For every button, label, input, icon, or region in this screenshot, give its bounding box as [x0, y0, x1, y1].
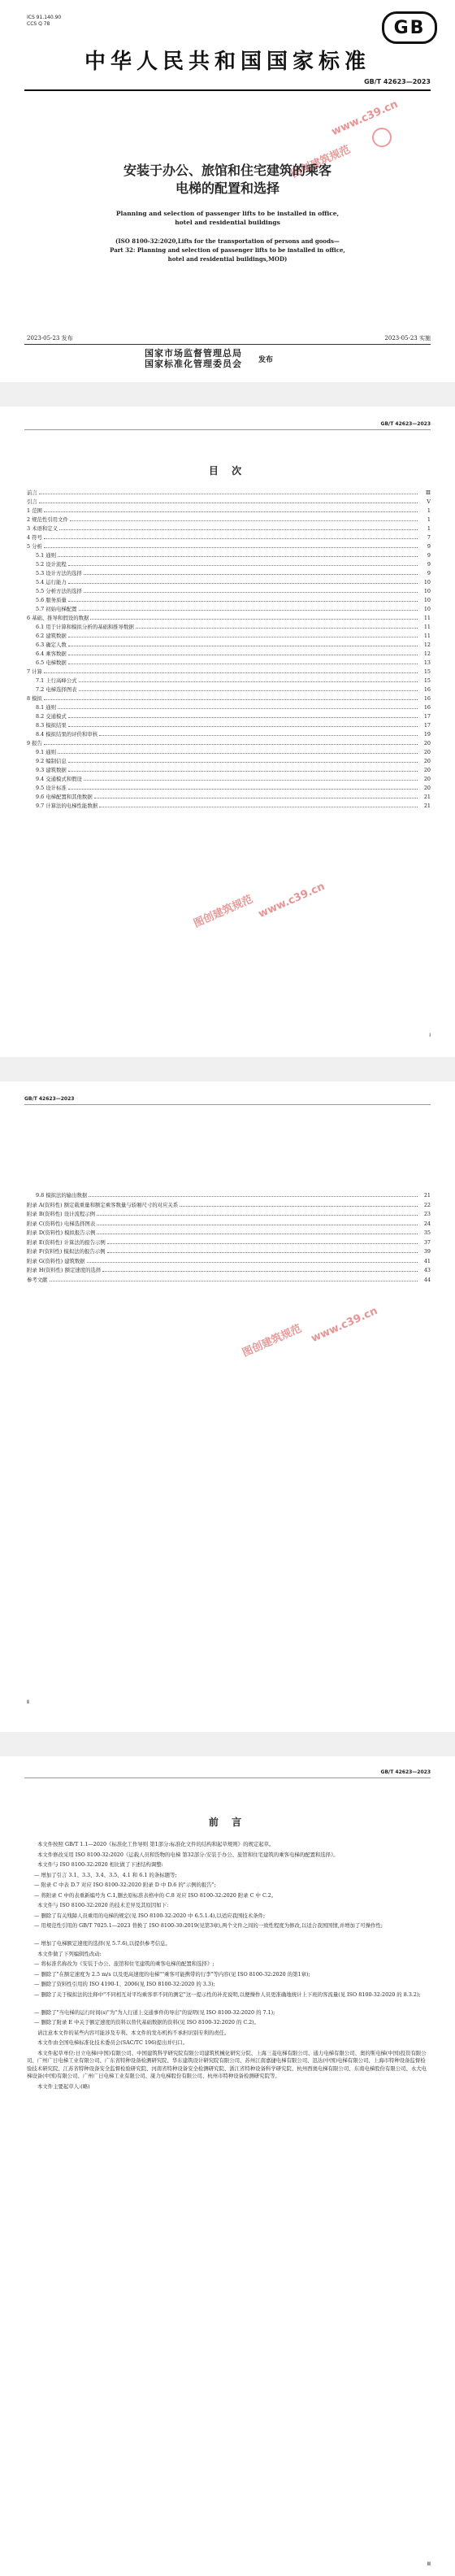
toc-leader-dots	[84, 573, 418, 575]
toc2-running-header: GB/T 42623—2023	[24, 1096, 75, 1102]
toc-leader-dots	[68, 636, 418, 637]
toc-entry[interactable]	[27, 516, 431, 523]
toc-entry-page: 19	[423, 731, 431, 738]
toc-entry[interactable]	[27, 1267, 431, 1273]
toc-entry[interactable]	[36, 713, 431, 720]
toc-entry[interactable]	[27, 507, 431, 514]
toc-leader-dots	[79, 609, 418, 611]
issue-word: 发布	[258, 356, 274, 364]
toc-entry-page: 20	[423, 785, 431, 791]
toc-page-2	[0, 1081, 455, 1732]
toc-leader-dots	[79, 681, 418, 682]
iso-line1: (ISO 8100-32:2020,Lifts for the transportation of persons and goods—	[115, 237, 340, 245]
toc-entry-label: 附录 C(资料性) 电梯选择图表	[27, 1220, 96, 1227]
toc-leader-dots	[97, 1214, 418, 1216]
toc-leader-dots	[70, 520, 418, 521]
issuer-1: 国家市场监督管理总局	[145, 348, 242, 359]
toc-entry[interactable]	[36, 552, 431, 559]
toc-entry-page: 44	[423, 1276, 431, 1283]
toc-entry[interactable]	[27, 1202, 431, 1208]
toc-entry-page: 15	[423, 677, 431, 684]
toc-entry-page: 20	[423, 749, 431, 755]
toc-entry-label: 9.4 交通模式和假设	[36, 776, 82, 782]
toc-entry-label: 前言	[27, 490, 37, 496]
toc-entry-label: 附录 F(资料性) 模拟法的报告示例	[27, 1248, 106, 1255]
toc-entry-label: 6.4 乘客数据	[36, 651, 67, 657]
toc-entry[interactable]	[36, 606, 431, 612]
foreword-list-item: — 附录 C 中表 D.7 对应 ISO 8100-32:2020 附录 D 中 D.6 的"示例的报告";	[34, 1882, 216, 1888]
page-gap	[0, 1732, 455, 1756]
toc-leader-dots	[68, 600, 418, 602]
toc-entry[interactable]	[36, 704, 431, 711]
foreword-list-item: — 将附录 C 中的表重新编号为 C.1,删去原标准表格中的 C.8 对应 ISO 8100-32:2020 附录 C 中 C.2。	[34, 1891, 277, 1899]
toc-entry-page: 1	[427, 516, 431, 523]
toc-entry-label: 8 模拟	[27, 695, 42, 702]
toc-leader-dots	[44, 743, 418, 745]
toc-entry-label: 5.3 设计方法的选择	[36, 570, 82, 577]
toc-entry-label: 6.3 确定人数	[36, 642, 67, 648]
toc-entry-page: 10	[423, 588, 431, 594]
toc-entry-label: 5.6 服务质量	[36, 597, 67, 603]
toc-leader-dots	[97, 1224, 418, 1225]
toc-entry-page: 39	[423, 1248, 431, 1255]
toc-leader-dots	[39, 493, 418, 494]
toc-entry-page: 11	[423, 624, 431, 630]
toc-entry-label: 8.3 模拟结果	[36, 722, 67, 729]
toc-leader-dots	[107, 1251, 418, 1253]
toc-entry-page: 37	[423, 1238, 431, 1246]
toc-header-rule	[24, 429, 431, 430]
toc-entry-label: 8.1 通则	[36, 704, 56, 711]
toc-entry[interactable]	[27, 1248, 431, 1255]
toc2-header-rule	[24, 1104, 431, 1105]
foreword-paragraph: 本文件主要起草人:(略)	[37, 2082, 90, 2090]
toc-entry[interactable]	[36, 588, 431, 594]
toc-entry-page: 17	[423, 722, 431, 729]
toc-entry-label: 9.3 建筑数据	[36, 767, 67, 773]
toc-entry-label: 2 规范性引用文件	[27, 516, 68, 523]
toc-entry-page: 9	[427, 552, 431, 559]
toc-entry-page: 20	[423, 767, 431, 773]
toc-entry-page: 21	[423, 1192, 431, 1199]
date-rule	[24, 344, 431, 345]
toc-entry-page: 43	[423, 1267, 431, 1273]
foreword-paragraph: 本文件修改采用 ISO 8100-32:2020《运载人员和货物的电梯 第32部分:安装于办公、旅馆和住宅建筑的乘客电梯的配置和选择》。	[37, 1851, 339, 1858]
title-en-line2: hotel and residential buildings	[175, 219, 280, 226]
title-cn-line1: 安装于办公、旅馆和住宅建筑的乘客	[123, 163, 332, 178]
foreword-paragraph: 本文件做了下列编辑性改动:	[37, 1950, 102, 1957]
toc-entry-page: 9	[427, 561, 431, 568]
page-gap	[0, 1057, 455, 1081]
toc-entry-label: 参考文献	[27, 1276, 48, 1283]
standard-header: 中华人民共和国国家标准	[84, 50, 370, 74]
toc-entry[interactable]	[36, 767, 431, 773]
toc-entry-label: 6.5 电梯数据	[36, 659, 67, 666]
toc-leader-dots	[58, 707, 418, 709]
foreword-paragraph: 本文件与 ISO 8100-32:2020 相比做了下述结构调整:	[37, 1861, 163, 1868]
toc-entry-page: 21	[423, 794, 431, 800]
toc-entry-label: 5.7 初始电梯配置	[36, 606, 77, 612]
toc-entry-label: 附录 D(资料性) 模拟报告示例	[27, 1229, 96, 1236]
foreword-paragraph: 请注意本文件的某些内容可能涉及专利。本文件的发布机构不承担识别专利的责任。	[37, 2029, 230, 2036]
toc-entry[interactable]	[27, 695, 431, 702]
foreword-list-item: — 删除了"在额定速度为 2.5 m/s 以及更高速度的电梯""乘客可能携带的行李"等内容(见 ISO 8100-32:2020 的第1章);	[34, 1970, 310, 1978]
toc-running-header: GB/T 42623—2023	[380, 421, 431, 427]
toc-leader-dots	[44, 537, 418, 539]
toc-entry-label: 附录 G(资料性) 建筑数据	[27, 1257, 85, 1264]
toc-entry-label: 6 基础、推导和假设的数据	[27, 615, 89, 621]
toc-entry-label: 5 分析	[27, 543, 42, 550]
toc-entry[interactable]	[27, 668, 431, 675]
toc-leader-dots	[68, 725, 418, 727]
toc-entry[interactable]	[27, 1229, 431, 1236]
toc-leader-dots	[58, 555, 418, 557]
toc-leader-dots	[44, 546, 418, 548]
foreword-paragraph: 本文件起草单位:日立电梯(中国)有限公司、中国建筑科学研究院有限公司建筑机械化研究分院、上海三菱电梯有限公司、通力电梯有限公司、奥的斯电梯(中国)投资有限公司、广州广日电梯工业有限公司、广东省特种设备检测研究院、华东建筑设计研究院有限公司、苏州江南嘉捷电梯有限公司、迅达(中国)电梯有限公司、上海市特种设备监督检验技术研究院、江苏省特种设备安全监督检验研究院、河南省特种设备安全检测研究院、浙江省特种设备科学研究院、杭州西奥电梯有限公司、东南电梯股份有限公司、永大电梯设备(中国)有限公司、广州广日电梯工业有限公司、康力电梯股份有限公司、杭州市特种设备检测研究院等。	[27, 2049, 427, 2079]
cover-page	[0, 0, 455, 382]
toc-entry-page: 24	[423, 1220, 431, 1227]
toc-leader-dots	[68, 582, 418, 584]
watermark-brand-toc: 图创建筑规范	[192, 893, 255, 931]
toc-entry[interactable]	[36, 561, 431, 568]
iso-line2: Part 32: Planning and selection of passenger lifts to be installed in office,	[110, 246, 345, 254]
toc-leader-dots	[99, 734, 418, 736]
toc-entry-label: 5.2 设计流程	[36, 561, 67, 568]
toc-entry-page: 1	[427, 507, 431, 514]
foreword-running-header: GB/T 42623—2023	[380, 1769, 431, 1775]
toc-entry[interactable]	[36, 633, 431, 639]
toc-entry-page: 13	[423, 659, 431, 666]
toc-entry-page: 20	[423, 758, 431, 764]
toc-entry[interactable]	[36, 570, 431, 577]
toc-leader-dots	[68, 564, 418, 566]
toc-entry[interactable]	[36, 722, 431, 729]
toc-footer-page: I	[429, 1033, 431, 1038]
toc-leader-dots	[102, 1270, 418, 1272]
toc-leader-dots	[87, 1261, 418, 1263]
toc-leader-dots	[99, 806, 418, 807]
toc-entry-label: 5.4 运行能力	[36, 579, 67, 585]
toc-entry-page: 7	[427, 534, 431, 541]
toc-entry-label: 7 计算	[27, 668, 42, 675]
toc-entry[interactable]	[27, 1239, 431, 1246]
toc-entry-page: 35	[423, 1229, 431, 1236]
toc-entry-page: 21	[423, 803, 431, 809]
toc-entry[interactable]	[36, 794, 431, 800]
toc-leader-dots	[84, 591, 418, 593]
toc-entry-page: 16	[423, 704, 431, 711]
toc-leader-dots	[180, 1205, 418, 1207]
toc-entry-label: 9.7 计算法的电梯性能数据	[36, 803, 98, 809]
toc-entry-page: 10	[423, 597, 431, 603]
toc-leader-dots	[89, 1195, 418, 1197]
toc-entry-label: 6.2 建筑数据	[36, 633, 67, 639]
foreword-list-item: — 删除了附录 E 中关于额定速度的资料以替代基础数据的资料(见 ISO 8100-32:2020 的 C.2)。	[34, 2019, 260, 2026]
toc-entry[interactable]	[36, 749, 431, 755]
ics-code: ICS 91.140.90	[27, 15, 62, 20]
toc-entry-page: Ⅴ	[427, 498, 431, 505]
toc-entry-page: 12	[423, 642, 431, 648]
foreword-list-item: — 增加了引言 3.1、3.3、3.4、3.5、4.1 和 6.1 的条标题等;	[34, 1871, 177, 1878]
toc-entry-label: 4 符号	[27, 534, 42, 541]
toc-leader-dots	[68, 761, 418, 763]
toc-entry-label: 附录 A(资料性) 额定载重量和额定乘客数量与轿厢尺寸的对应关系	[27, 1201, 179, 1208]
toc-entry-label: 9.1 通则	[36, 749, 56, 755]
toc-entry[interactable]	[36, 642, 431, 648]
toc-entry-label: 8.4 模拟结果的评价和审核	[36, 731, 98, 738]
toc-leader-dots	[68, 654, 418, 655]
toc-entry-page: 11	[423, 615, 431, 621]
toc-title: 目 次	[208, 465, 247, 476]
toc-entry-page: 41	[423, 1257, 431, 1264]
toc-entry-label: 5.1 通则	[36, 552, 56, 559]
toc-entry-label: 9 报告	[27, 740, 42, 746]
toc-entry-label: 9.6 电梯配置和其他数据	[36, 794, 93, 800]
toc-entry[interactable]	[36, 1192, 431, 1199]
toc-leader-dots	[90, 618, 418, 620]
toc-leader-dots	[107, 1242, 418, 1244]
toc-entry-page: 20	[423, 776, 431, 782]
foreword-list-item: — 用规范性引用的 GB/T 7025.1—2023 替换了 ISO 8100-30:2019(见第3章),两个文件之间的一致性程度为修改,以适合我国国情,并增加了可操作性;	[34, 1922, 384, 1929]
toc-entry-page: 15	[423, 668, 431, 675]
toc-entry-label: 附录 E(资料性) 计算法的报告示例	[27, 1238, 106, 1246]
toc-entry[interactable]	[36, 579, 431, 585]
toc-entry[interactable]	[36, 677, 431, 684]
toc-leader-dots	[50, 1280, 418, 1281]
toc-entry-page: Ⅲ	[425, 490, 431, 496]
ccs-code: CCS Q 78	[27, 21, 50, 27]
toc-entry[interactable]	[27, 534, 431, 541]
toc-entry[interactable]	[36, 776, 431, 782]
toc-leader-dots	[39, 502, 418, 503]
watermark-brand-toc2: 图创建筑规范	[240, 1322, 304, 1360]
toc-entry[interactable]	[27, 1221, 431, 1227]
toc-entry[interactable]	[27, 525, 431, 532]
toc2-footer-page: Ⅱ	[27, 1699, 29, 1705]
issuer-2: 国家标准化管理委员会	[145, 359, 242, 369]
toc-entry-label: 9.5 设计标准	[36, 785, 67, 791]
toc-entry[interactable]	[36, 731, 431, 738]
gb-logo	[382, 11, 437, 44]
toc-leader-dots	[136, 627, 418, 629]
toc-entry-page: 22	[423, 1201, 431, 1208]
toc-entry-label: 3 术语和定义	[27, 525, 58, 532]
toc-entry-page: 17	[423, 713, 431, 720]
foreword-list-item: — 删除了关于模拟法的注释中"不同相互对平均乘客率不同的测定"这一提示性的补充说明,以便操作人员更准确地统计上下班的客流量(见 ISO 8100-32:2020 的 8.3.2);	[34, 1991, 421, 1998]
toc-entry[interactable]	[36, 785, 431, 791]
toc-entry-label: 7.2 电梯选择图表	[36, 686, 77, 693]
foreword-title: 前 言	[208, 1817, 247, 1828]
publish-date: 2023-05-23 发布	[27, 335, 73, 342]
toc-entry[interactable]	[36, 659, 431, 666]
toc-leader-dots	[84, 779, 418, 781]
toc-entry-page: 9	[427, 570, 431, 577]
toc-entry-label: 5.5 分析方法的选择	[36, 588, 82, 594]
standard-number: GB/T 42623—2023	[364, 78, 431, 85]
watermark-url-toc2: www.c39.cn	[309, 1304, 380, 1346]
toc-entry[interactable]	[36, 686, 431, 693]
toc-entry-label: 6.1 用于计算和模拟分析的基础和推导数据	[36, 624, 134, 630]
foreword-paragraph: 本文件与 ISO 8100-32:2020 的技术差异及其原因如下:	[37, 1902, 169, 1908]
toc-leader-dots	[68, 716, 418, 718]
toc-entry[interactable]	[27, 1211, 431, 1217]
foreword-page	[0, 1756, 455, 2576]
toc-page	[0, 407, 455, 1057]
watermark-brand: 图创建筑规范	[289, 143, 353, 181]
toc-entry-label: 1 范围	[27, 507, 42, 514]
toc-entry-page: 10	[423, 606, 431, 612]
toc-leader-dots	[68, 788, 418, 790]
iso-line3: hotel and residential buildings,MOD)	[167, 255, 288, 263]
page-gap	[0, 382, 455, 407]
toc-entry[interactable]	[27, 740, 431, 746]
toc-entry[interactable]	[36, 758, 431, 764]
foreword-footer-page: Ⅲ	[427, 2561, 431, 2567]
toc-entry[interactable]	[36, 803, 431, 809]
toc-entry-page: 11	[423, 633, 431, 639]
toc-entry[interactable]	[27, 1258, 431, 1264]
toc-entry-page: 1	[427, 525, 431, 532]
toc-leader-dots	[68, 645, 418, 646]
toc-entry[interactable]	[36, 597, 431, 603]
foreword-list-item: — 删除了"当电梯的运行时间(s)"为"为人行道上交通事件的导出"的说明(见 ISO 8100-32:2020 的 7.1);	[34, 2008, 275, 2016]
toc-leader-dots	[79, 690, 418, 691]
gb-logo-text: GB	[393, 17, 426, 38]
toc-leader-dots	[44, 698, 418, 700]
toc-leader-dots	[44, 511, 418, 512]
title-en-line1: Planning and selection of passenger lifts to be installed in office,	[115, 210, 340, 217]
toc-entry-page: 16	[423, 686, 431, 693]
toc-entry-label: 9.8 模拟法的输出数据	[36, 1192, 88, 1199]
toc-entry-page: 10	[423, 579, 431, 585]
toc-entry-label: 7.1 上行高峰公式	[36, 677, 77, 684]
toc-entry-label: 附录 B(资料性) 设计流程示例	[27, 1211, 96, 1217]
toc-entry-page: 20	[423, 740, 431, 746]
toc-entry-page: 23	[423, 1211, 431, 1217]
toc-entry-page: 16	[423, 695, 431, 702]
watermark-stamp	[372, 128, 392, 147]
header-rule	[24, 89, 431, 91]
toc-leader-dots	[68, 663, 418, 664]
toc-entry-label: 附录 H(资料性) 额定速度的选择	[27, 1267, 102, 1273]
toc-entry[interactable]	[27, 490, 431, 496]
toc-leader-dots	[58, 752, 418, 754]
toc-entry[interactable]	[27, 615, 431, 621]
toc-leader-dots	[44, 672, 418, 673]
watermark-url-toc: www.c39.cn	[256, 880, 327, 921]
toc-entry-label: 引言	[27, 498, 37, 505]
toc-entry-label: 8.2 交通模式	[36, 713, 67, 720]
implement-date: 2023-05-23 实施	[384, 335, 431, 342]
toc-entry[interactable]	[36, 651, 431, 657]
toc-leader-dots	[68, 770, 418, 772]
toc-entry[interactable]	[27, 543, 431, 550]
foreword-list-item: — 删除了有关残障人员乘用的电梯的规定(见 ISO 8100-32:2020 中 6.5.1.4),以适应我国技术条件;	[34, 1912, 266, 1919]
toc-entry[interactable]	[27, 1277, 431, 1283]
toc-entry-page: 9	[427, 543, 431, 550]
foreword-list-item: — 增加了电梯额定速度的选择(见 5.7.6),以提供参考信息。	[34, 1940, 171, 1947]
foreword-paragraph: 本文件由全国电梯标准化技术委员会(SAC/TC 196)提出并归口。	[37, 2039, 188, 2046]
toc-entry-page: 12	[423, 651, 431, 657]
toc-leader-dots	[97, 1233, 418, 1234]
foreword-list-item: — 删除了资料性引用的 ISO 4190-1、2006(见 ISO 8100-32:2020 的 3.3);	[34, 1981, 215, 1987]
toc-leader-dots	[94, 797, 418, 798]
title-cn-line2: 电梯的配置和选择	[175, 181, 280, 196]
toc-leader-dots	[59, 529, 418, 530]
toc-entry[interactable]	[36, 624, 431, 630]
toc-entry[interactable]	[27, 498, 431, 505]
toc-entry-label: 9.2 编制信息	[36, 758, 67, 764]
watermark-url: www.c39.cn	[329, 98, 401, 139]
foreword-list-item: — 将标准名称改为《安装于办公、旅馆和住宅建筑的乘客电梯的配置和选择》;	[34, 1960, 214, 1967]
foreword-paragraph: 本文件按照 GB/T 1.1—2020《标准化工作导则 第1部分:标准化文件的结构和起草规则》的规定起草。	[37, 1841, 275, 1847]
